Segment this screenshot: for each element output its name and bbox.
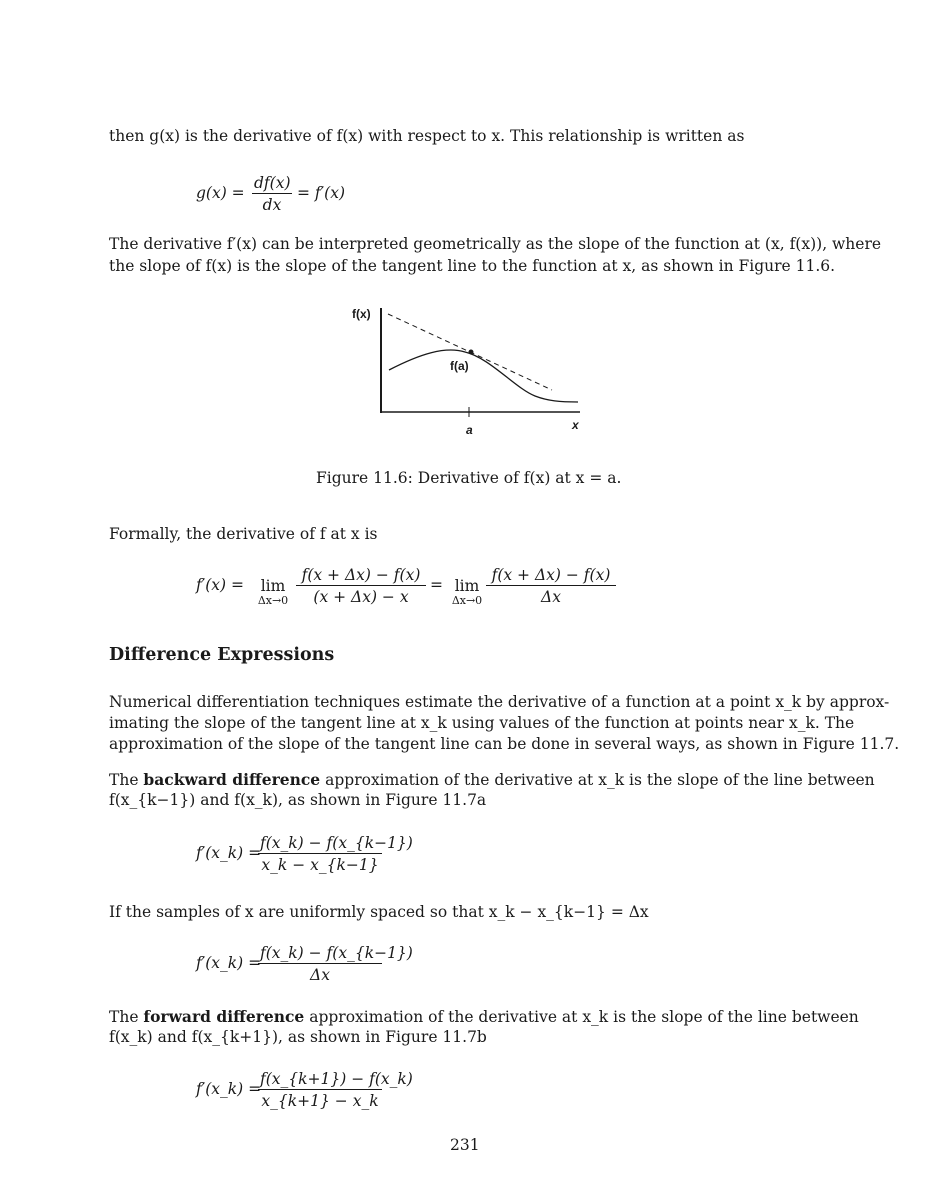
equation-derivative-definition: [196, 176, 396, 226]
eq5-lhs: f′(x_k) =: [196, 1080, 262, 1098]
equation-backward-difference: [196, 834, 413, 884]
paragraph-geometric-line2: the slope of f(x) is the slope of the tangent line to the function at x, as shown in Figure 11.6.: [109, 257, 836, 275]
paragraph-numerical-line3: approximation of the slope of the tangent line can be done in several ways, as shown in Figure 11.7.: [109, 735, 900, 753]
eq2-fraction1: f(x + Δx) − f(x) (x + Δx) − x: [296, 566, 426, 606]
paragraph-geometric-line1: The derivative f′(x) can be interpreted geometrically as the slope of the function at (x, f(x)), where: [109, 235, 882, 253]
point-label: f(a): [450, 359, 469, 373]
paragraph-forward-line1: The forward difference approximation of the derivative at x_k is the slope of the line between: [109, 1007, 859, 1026]
figure-derivative-tangent: [340, 298, 600, 438]
paragraph-intro: then g(x) is the derivative of f(x) with respect to x. This relationship is written as: [109, 127, 745, 145]
term-forward-difference: forward difference: [143, 1007, 305, 1026]
eq3-fraction: f(x_k) − f(x_{k−1}) x_k − x_{k−1}: [260, 834, 413, 874]
paragraph-backward-line1: The backward difference approximation of the derivative at x_k is the slope of the line between: [109, 770, 875, 789]
eq2-lhs: f′(x) =: [196, 576, 245, 594]
equation-forward-difference: [196, 1070, 413, 1120]
eq2-fraction2: f(x + Δx) − f(x) Δx: [486, 566, 616, 606]
eq2-limit1: lim Δx→0: [257, 577, 289, 607]
paragraph-formal-definition: Formally, the derivative of f at x is: [109, 525, 378, 543]
paragraph-numerical-line1: Numerical differentiation techniques estimate the derivative of a function at a point x_k by approx-: [109, 693, 890, 711]
eq3-lhs: f′(x_k) =: [196, 844, 262, 862]
equation-backward-uniform: [196, 944, 413, 994]
function-curve: [389, 350, 578, 402]
section-heading: Difference Expressions: [109, 645, 335, 665]
equation-limit-definition: [196, 566, 636, 618]
y-axis-label: f(x): [352, 307, 371, 321]
term-backward-difference: backward difference: [143, 770, 321, 789]
eq2-equals: =: [430, 576, 443, 594]
paragraph-backward-line2: f(x_{k−1}) and f(x_k), as shown in Figure 11.7a: [109, 791, 487, 809]
x-tick-label: a: [466, 423, 473, 437]
eq5-fraction: f(x_{k+1}) − f(x_k) x_{k+1} − x_k: [260, 1070, 413, 1110]
figure-caption: Figure 11.6: Derivative of f(x) at x = a.: [316, 469, 622, 487]
paragraph-forward-line2: f(x_k) and f(x_{k+1}), as shown in Figure 11.7b: [109, 1028, 487, 1046]
eq1-lhs: g(x) =: [196, 184, 245, 202]
eq4-lhs: f′(x_k) =: [196, 954, 262, 972]
x-axis-label: x: [572, 418, 579, 432]
eq1-numerator: df(x): [254, 174, 291, 192]
paragraph-uniform-spacing: If the samples of x are uniformly spaced so that x_k − x_{k−1} = Δx: [109, 903, 649, 921]
eq1-fraction: [252, 174, 292, 214]
eq2-limit2: lim Δx→0: [451, 577, 483, 607]
tangent-point: [469, 350, 474, 355]
eq4-fraction: f(x_k) − f(x_{k−1}) Δx: [260, 944, 413, 984]
eq1-rhs: = f′(x): [297, 184, 346, 202]
eq1-denominator: dx: [262, 196, 282, 214]
paragraph-numerical-line2: imating the slope of the tangent line at x_k using values of the function at points near x_k. The: [109, 714, 855, 732]
page-number: 231: [450, 1136, 480, 1154]
